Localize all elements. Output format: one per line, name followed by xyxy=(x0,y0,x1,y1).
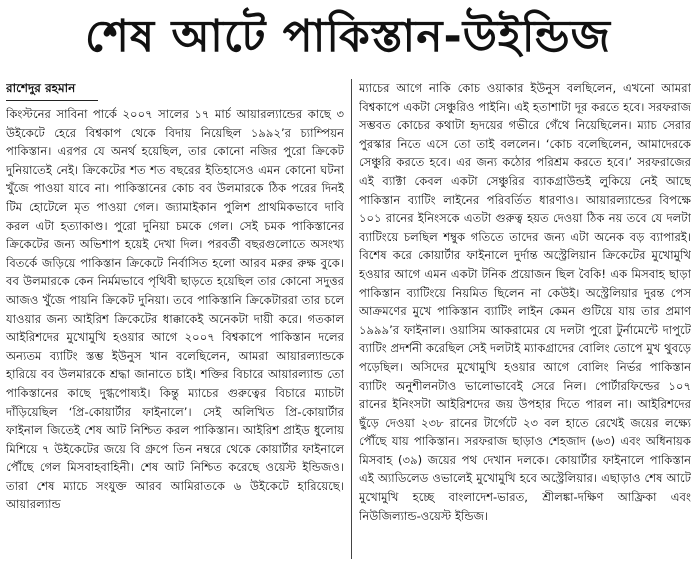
column-divider xyxy=(351,79,352,559)
article-column-left xyxy=(6,79,344,561)
headline: শেষ আটে পাকিস্তান-উইন্ডিজ xyxy=(85,11,611,62)
article-text-right: ম্যাচের আগে নাকি কোচ ওয়াকার ইউনুস বলছিলেন, এখনো আমরা বিশ্বকাপে একটা সেঞ্চুরিও পাইনি। এই হতাশাটা দূর করতে হবে। সরফরাজ সম্ভবত কোচের কথাটা হৃদয়ের গভীরে গেঁথে নিয়েছিলেন। ম্যাচ সেরার পুরস্কার নিতে এসে তো তাই বললেন। ‘কোচ বলেছিলেন, আমাদেরকে সেঞ্চুরি করতে হবে। এর জন্য কঠোর পরিশ্রম করতে হবে।’ সরফরাজের এই ব্যাক্টা কেবল একটা সেঞ্চুরির ব্যাকগ্রাউন্ডই লুকিয়ে নেই আছে পাকিস্তান ব্যাটিং লাইনের পরিবর্তিত ধারণাও। আয়ারল্যান্ডের বিপক্ষে ১০১ রানের ইনিংসকে এতটা গুরুত্ব হয়ত দেওয়া ঠিক নয় তবে যে দলটা ব্যাটিংয়ে চলছিল শম্বুক গতিতে তাদের জন্য এটা অনেক বড় ব্যাপারই। বিশেষ করে কোয়ার্টার ফাইনালে দুর্দান্ত অস্ট্রেলিয়ান ক্রিকেটের মুখোমুখি হওয়ার আগে এমন একটা টনিক প্রয়োজন ছিল বৈকি! এক মিসবাহ ছাড়া পাকিস্তান ব্যাটিংয়ে নিয়মিত ছিলেন না কেউই। অস্ট্রেলিয়ার দুরন্ত পেস আক্রমণের মুখে পাকিস্তান ব্যাটিং লাইন কেমন গুটিয়ে যায় তার প্রমাণ ১৯৯৯’র ফাইনাল। ওয়াসিম আকরামের যে দলটা পুরো টুর্নামেন্টে দাপুটে ব্যাটিং প্রদর্শনী করেছিল সেই দলটাই ম্যাকগ্রাদের বোলিং তোপে মুখ থুবড়ে পড়েছিল। অসিদের মুখোমুখি হওয়ার আগে বোলিং নির্ভর পাকিস্তান ব্যাটিং অনুশীলনটাও ভালোভাবেই সেরে নিল। পোর্টারফিল্ডের ১০৭ রানের ইনিংসটা আইরিশদের জয় উপহার দিতে পারল না। আইরিশদের ছুঁড়ে দেওয়া ২৩৮ রানের টার্গেটে ২৩ বল হাতে রেখেই জয়ের লক্ষ্যে পৌঁছে যায় পাকিস্তান। সরফরাজ ছাড়াও শেহজাদ (৬৩) এবং অধিনায়ক মিসবাহ (৩৯) জয়ের পথ দেখান দলকে। কোয়ার্টার ফাইনালে পাকিস্তান এই অ্যাডিলেড ওভালেই মুখোমুখি হবে অস্ট্রেলিয়ার। এছাড়াও শেষ আটে মুখোমুখি হচ্ছে বাংলাদেশ-ভারত, শ্রীলঙ্কা-দক্ষিণ আফ্রিকা এবং নিউজিল্যান্ড-ওয়েস্ট ইন্ডিজ। xyxy=(359,81,691,523)
byline-underline xyxy=(6,100,98,101)
article-column-right xyxy=(359,79,691,561)
byline: রাশেদুর রহমান xyxy=(6,81,76,95)
article-text-left: কিংস্টনের সাবিনা পার্কে ২০০৭ সালের ১৭ মার্চ আয়ারল্যান্ডের কাছে ৩ উইকেটে হেরে বিশ্বকাপ থেকে বিদায় নিয়েছিল ১৯৯২’র চ্যাম্পিয়ন পাকিস্তান। এরপর যে অনর্থ হয়েছিল, তার কোনো নজির পুরো ক্রিকেট দুনিয়াতেই নেই। ক্রিকেটের শত শত বছরের ইতিহাসেও এমন কোনো ঘটনা খুঁজে পাওয়া যাবে না। পাকিস্তানের কোচ বব উলমারকে ঠিক পরের দিনই টিম হোটেলে মৃত পাওয়া গেল। জ্যামাইকান পুলিশ প্রাথমিকভাবে দাবি করল এটা হত্যাকাণ্ড। পুরো দুনিয়া চমকে গেল। সেই চমক পাকিস্তানের ক্রিকেটের জন্য অভিশাপ হয়েই দেখা দিল। পরবর্তী বছরগুলোতে অসংখ্য বিতর্কে জড়িয়ে পাকিস্তান ক্রিকেটে নির্বাসিত হলো আরব মরুর রুক্ষ বুকে। বব উলমারকে কেন নির্মমভাবে পৃথিবী ছাড়তে হয়েছিল তার কোনো সদুত্তর আজও খুঁজে পায়নি ক্রিকেট দুনিয়া। তবে পাকিস্তানি ক্রিকেটাররা তার চলে যাওয়ার জন্য আইরিশ ক্রিকেটের ধাক্কাকেই অনেকটা দায়ী করে। গতকাল আইরিশদের মুখোমুখি হওয়ার আগে ২০০৭ বিশ্বকাপে পাকিস্তান দলের অন্যতম ব্যাটিং স্তম্ভ ইউনুস খান বলেছিলেন, আমরা আয়ারল্যান্ডকে হারিয়ে বব উলমারকে শ্রদ্ধা জানাতে চাই। শক্তির বিচারে আয়ারল্যান্ড তো পাকিস্তানের কাছে দুগ্ধপোষ্যই। কিন্তু ম্যাচের গুরুত্বের বিচারে ম্যাচটা দাঁড়িয়েছিল ‘প্রি-কোয়ার্টার ফাইনালে’। সেই অলিখিত প্রি-কোয়ার্টার ফাইনাল জিতেই শেষ আট নিশ্চিত করল পাকিস্তান। আইরিশ প্রাইড ধুলোয় মিশিয়ে ৭ উইকেটের জয়ে বি গ্রুপে তিন নম্বরে থেকে কোয়ার্টার ফাইনালে পৌঁছে গেল মিসবাহবাহিনী। শেষ আট নিশ্চিত করেছে ওয়েস্ট ইন্ডিজও। তারা শেষ ম্যাচে সংযুক্ত আরব আমিরাতকে ৬ উইকেটে হারিয়েছে। আয়ারল্যান্ড xyxy=(6,107,344,512)
